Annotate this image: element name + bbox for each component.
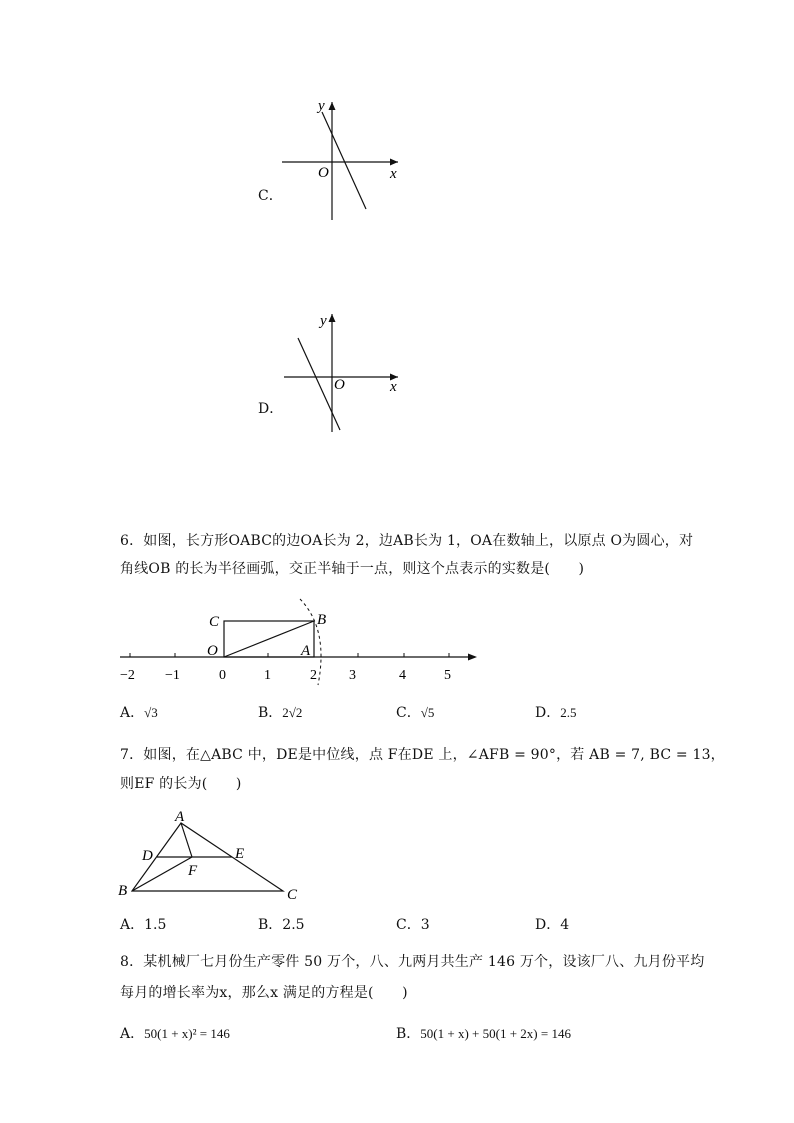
option-c-label: C． (258, 188, 283, 204)
tick-label: 1 (264, 668, 271, 683)
point-c-label: C (209, 614, 220, 630)
option-value: 2√2 (282, 705, 303, 720)
option-letter: A． (120, 917, 145, 933)
graph-line (322, 112, 366, 209)
q7-option-c (396, 918, 430, 932)
point-c-label: C (287, 887, 298, 903)
q6-figure (115, 594, 485, 686)
x-axis-arrow (390, 159, 398, 166)
tick-label: 4 (399, 668, 406, 683)
option-letter: D． (535, 917, 561, 933)
option-letter: C． (396, 705, 421, 721)
point-b-label: B (317, 612, 327, 628)
q7-option-d (535, 918, 569, 932)
q7-text-line1: 7．如图，在△ABC 中，DE是中位线，点 F在DE 上，∠AFB = 90°，若 AB = 7, BC = 13， (120, 747, 725, 763)
x-label: x (390, 166, 397, 182)
option-letter: D． (535, 705, 561, 721)
segment-af (181, 823, 192, 857)
q6-option-d (535, 706, 576, 720)
option-c-graph (270, 92, 410, 227)
q7-option-a (120, 918, 166, 932)
option-value: 50(1 + x)² = 146 (144, 1026, 230, 1041)
point-o-label: O (207, 643, 218, 659)
q6-text-line1: 6．如图，长方形OABC的边OA长为 2，边AB长为 1，OA在数轴上，以原点 O为圆心，对 (120, 533, 694, 549)
point-a-label: A (301, 643, 311, 659)
tick-label: 5 (444, 668, 451, 683)
q8-text-line2: 每月的增长率为x，那么x 满足的方程是( ) (120, 985, 408, 1001)
option-value: 4 (560, 917, 570, 933)
q6-option-a (120, 706, 158, 720)
option-letter: C． (396, 917, 421, 933)
tick-label: −1 (165, 668, 180, 683)
point-f-label: F (188, 863, 198, 879)
q6-option-b (258, 706, 302, 720)
q7-text-line2: 则EF 的长为( ) (120, 776, 242, 792)
origin-label: O (318, 165, 329, 181)
tick-label: 3 (349, 668, 356, 683)
option-value: 2.5 (560, 705, 577, 720)
y-axis-arrow (329, 314, 336, 322)
option-value: √5 (420, 705, 435, 720)
tick-label: −2 (120, 668, 135, 683)
option-d-graph (270, 308, 410, 438)
y-label: y (320, 313, 327, 329)
x-label: x (390, 379, 397, 395)
option-letter: B． (258, 705, 283, 721)
option-value: 2.5 (282, 917, 305, 933)
option-d-label: D． (258, 401, 284, 417)
number-line-arrow (468, 654, 477, 661)
point-b-label: B (118, 883, 128, 899)
point-e-label: E (235, 846, 245, 862)
tick-labels (120, 668, 451, 683)
option-value: 1.5 (144, 917, 167, 933)
option-value: 3 (420, 917, 430, 933)
q7-option-b (258, 918, 305, 932)
q6-text-line2: 角线OB 的长为半径画弧，交正半轴于一点，则这个点表示的实数是( ) (120, 561, 585, 577)
q8-text-line1: 8．某机械厂七月份生产零件 50 万个，八、九两月共生产 146 万个，设该厂八、九月份平均 (120, 954, 705, 970)
q8-option-b (396, 1027, 571, 1041)
option-letter: B． (396, 1026, 421, 1042)
y-label: y (318, 98, 325, 114)
tick-label: 2 (310, 668, 317, 683)
q6-option-c (396, 706, 434, 720)
option-letter: A． (120, 705, 145, 721)
tick-label: 0 (219, 668, 226, 683)
option-value: 50(1 + x) + 50(1 + 2x) = 146 (420, 1026, 571, 1041)
point-d-label: D (142, 848, 153, 864)
segment-bf (132, 857, 192, 891)
y-axis-arrow (329, 102, 336, 110)
option-value: √3 (144, 705, 158, 720)
origin-label: O (334, 377, 345, 393)
q7-figure (115, 805, 315, 905)
option-letter: A． (120, 1026, 145, 1042)
q8-option-a (120, 1027, 230, 1041)
point-a-label: A (175, 809, 185, 825)
option-letter: B． (258, 917, 283, 933)
